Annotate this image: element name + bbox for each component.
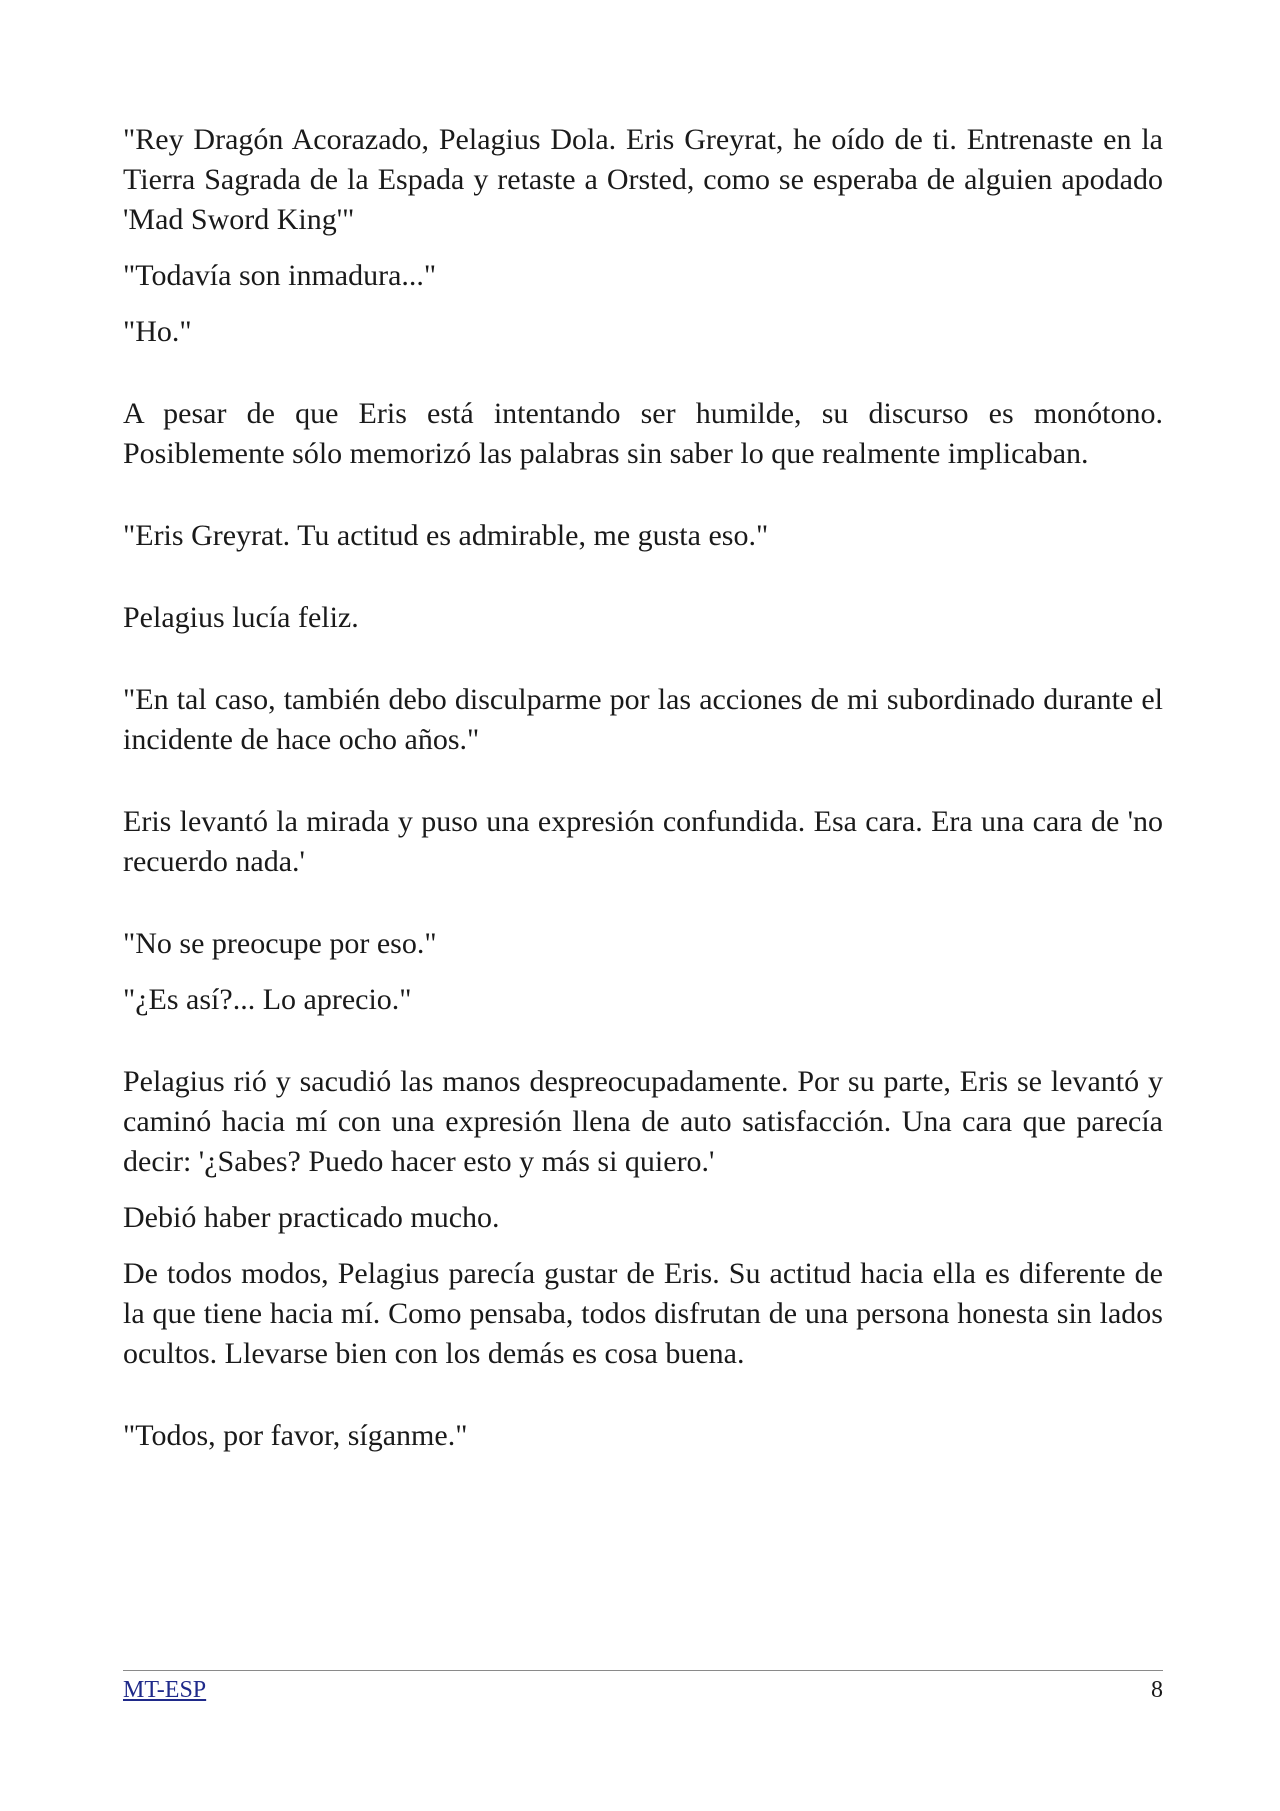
paragraph-7: "En tal caso, también debo disculparme por las acciones de mi subordinado durante el incidente de hace ocho años."	[123, 683, 1163, 756]
paragraph-8: Eris levantó la mirada y puso una expresión confundida. Esa cara. Era una cara de 'no recuerdo nada.'	[123, 805, 1163, 878]
page-number: 8	[1151, 1677, 1163, 1703]
paragraph-3: "Ho."	[123, 315, 192, 348]
paragraph-6: Pelagius lucía feliz.	[123, 601, 359, 634]
paragraph-9: "No se preocupe por eso."	[123, 927, 437, 960]
paragraph-12: Debió haber practicado mucho.	[123, 1201, 500, 1234]
paragraph-10: "¿Es así?... Lo aprecio."	[123, 983, 412, 1016]
paragraph-14: "Todos, por favor, síganme."	[123, 1419, 468, 1452]
paragraph-4: A pesar de que Eris está intentando ser humilde, su discurso es monótono. Posiblemente sólo memorizó las palabras sin saber lo que realmente implicaban.	[123, 397, 1163, 470]
paragraph-1: "Rey Dragón Acorazado, Pelagius Dola. Eris Greyrat, he oído de ti. Entrenaste en la Tierra Sagrada de la Espada y retaste a Orsted, como se esperaba de alguien apodado 'Mad Sword King'"	[123, 123, 1163, 236]
paragraph-11: Pelagius rió y sacudió las manos despreocupadamente. Por su parte, Eris se levantó y caminó hacia mí con una expresión llena de auto satisfacción. Una cara que parecía decir: '¿Sabes? Puedo hacer esto y más si quiero.'	[123, 1065, 1163, 1178]
paragraph-5: "Eris Greyrat. Tu actitud es admirable, me gusta eso."	[123, 519, 769, 552]
document-body	[123, 120, 1163, 1456]
paragraph-2: "Todavía son inmadura..."	[123, 259, 437, 292]
page-footer	[123, 1670, 1163, 1705]
paragraph-13: De todos modos, Pelagius parecía gustar de Eris. Su actitud hacia ella es diferente de la que tiene hacia mí. Como pensaba, todos disfrutan de una persona honesta sin lados ocultos. Llevarse bien con los demás es cosa buena.	[123, 1257, 1163, 1370]
footer-link[interactable]: MT-ESP	[123, 1677, 207, 1703]
